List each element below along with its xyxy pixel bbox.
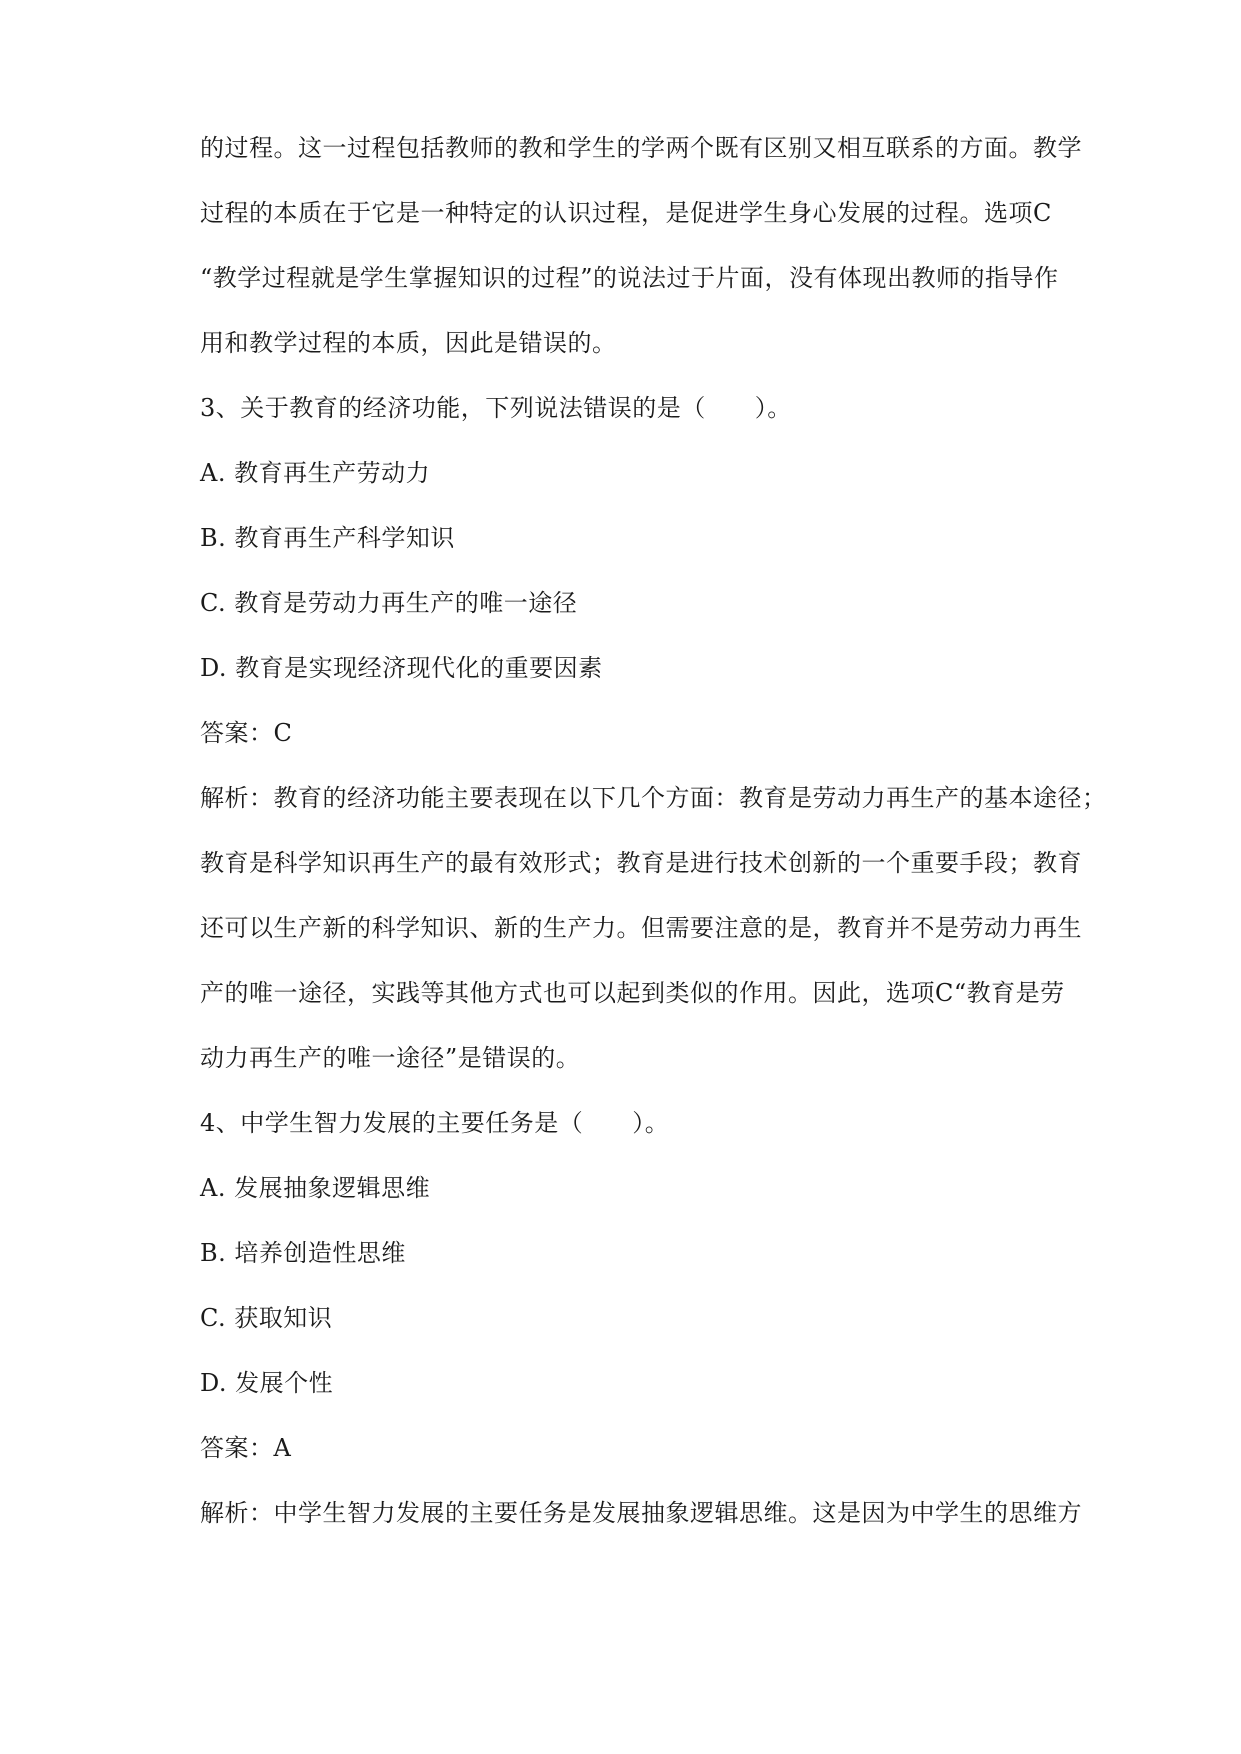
q2-explanation-line-2: 过程的本质在于它是一种特定的认识过程，是促进学生身心发展的过程。选项C	[200, 199, 1052, 227]
q4-option-d: D. 发展个性	[200, 1369, 334, 1397]
q3-option-d: D. 教育是实现经济现代化的重要因素	[200, 654, 603, 682]
q4-option-c: C. 获取知识	[200, 1304, 333, 1332]
q4-explanation-line-1: 解析：中学生智力发展的主要任务是发展抽象逻辑思维。这是因为中学生的思维方	[200, 1499, 1082, 1527]
q2-explanation-line-4: 用和教学过程的本质，因此是错误的。	[200, 329, 617, 357]
q3-option-c: C. 教育是劳动力再生产的唯一途径	[200, 589, 578, 617]
q3-option-b: B. 教育再生产科学知识	[200, 524, 455, 552]
q2-explanation-line-3: “教学过程就是学生掌握知识的过程”的说法过于片面，没有体现出教师的指导作	[200, 264, 1059, 292]
q4-option-a: A. 发展抽象逻辑思维	[200, 1174, 431, 1202]
q4-question: 4、中学生智力发展的主要任务是（ ）。	[200, 1109, 670, 1137]
q3-explanation-line-2: 教育是科学知识再生产的最有效形式；教育是进行技术创新的一个重要手段；教育	[200, 849, 1082, 877]
q3-question: 3、关于教育的经济功能，下列说法错误的是（ ）。	[200, 394, 792, 422]
q3-explanation-line-1: 解析：教育的经济功能主要表现在以下几个方面：教育是劳动力再生产的基本途径；	[200, 784, 1107, 812]
q3-explanation-line-4: 产的唯一途径，实践等其他方式也可以起到类似的作用。因此，选项C“教育是劳	[200, 979, 1065, 1007]
q2-explanation-line-1: 的过程。这一过程包括教师的教和学生的学两个既有区别又相互联系的方面。教学	[200, 134, 1082, 162]
q4-answer: 答案：A	[200, 1434, 292, 1462]
q3-option-a: A. 教育再生产劳动力	[200, 459, 431, 487]
q4-option-b: B. 培养创造性思维	[200, 1239, 406, 1267]
q3-answer: 答案：C	[200, 719, 293, 747]
q3-explanation-line-3: 还可以生产新的科学知识、新的生产力。但需要注意的是，教育并不是劳动力再生	[200, 914, 1082, 942]
q3-explanation-line-5: 动力再生产的唯一途径”是错误的。	[200, 1044, 581, 1072]
